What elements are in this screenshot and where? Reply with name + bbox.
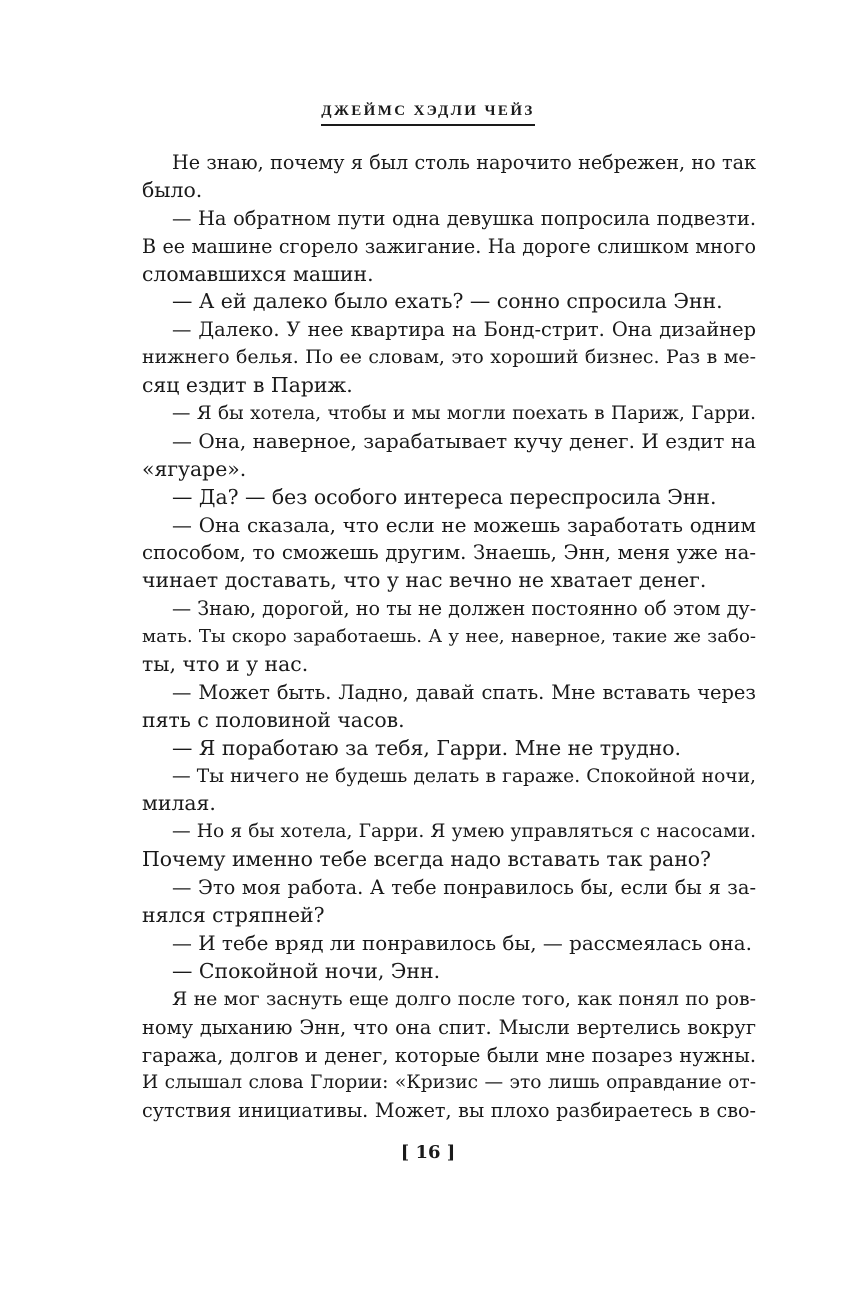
text-line: мать. Ты скоро заработаешь. А у нее, наверное, такие же забо- — [142, 626, 756, 648]
text-line: — Я поработаю за тебя, Гарри. Мне не трудно. — [172, 735, 682, 760]
book-author-title: ДЖЕЙМС ХЭДЛИ ЧЕЙЗ — [321, 103, 534, 126]
text-line: — Может быть. Ладно, давай спать. Мне вставать через — [172, 680, 756, 704]
body-text — [142, 149, 756, 1125]
text-line: Почему именно тебе всегда надо вставать так рано? — [142, 847, 711, 872]
text-line: пять с половиной часов. — [142, 707, 405, 732]
text-line: — Но я бы хотела, Гарри. Я умею управляться с насосами. — [172, 821, 756, 843]
text-line: нялся стряпней? — [142, 903, 325, 928]
text-line: — Спокойной ночи, Энн. — [172, 958, 441, 983]
text-line: — Знаю, дорогой, но ты не должен постоянно об этом ду- — [172, 597, 756, 621]
running-head — [0, 100, 856, 126]
text-line: было. — [142, 177, 203, 202]
text-line: — Она сказала, что если не можешь заработать одним — [172, 513, 756, 537]
text-line: Я не мог заснуть еще долго после того, как понял по ров- — [172, 987, 756, 1010]
text-line: — А ей далеко было ехать? — сонно спросила Энн. — [172, 289, 723, 314]
text-line: сяц ездит в Париж. — [142, 373, 353, 398]
text-line: милая. — [142, 791, 216, 816]
text-line: ты, что и у нас. — [142, 652, 309, 677]
text-line: В ее машине сгорело зажигание. На дороге слишком много — [142, 234, 756, 258]
text-line: способом, то сможешь другим. Знаешь, Энн, меня уже на- — [142, 541, 756, 565]
text-line: чинает доставать, что у нас вечно не хватает денег. — [142, 568, 707, 593]
text-line: ному дыханию Энн, что она спит. Мысли вертелись вокруг — [142, 1015, 756, 1039]
text-line: И слышал слова Глории: «Кризис — это лишь оправдание от- — [142, 1072, 756, 1094]
text-line: — Это моя работа. А тебе понравилось бы, если бы я за- — [172, 876, 756, 900]
text-line: — Я бы хотела, чтобы и мы могли поехать в Париж, Гарри. — [172, 403, 756, 425]
text-line: гаража, долгов и денег, которые были мне позарез нужны. — [142, 1043, 756, 1067]
text-line: нижнего белья. По ее словам, это хороший бизнес. Раз в ме- — [142, 346, 756, 369]
text-line: Не знаю, почему я был столь нарочито небрежен, но так — [172, 151, 756, 174]
text-line: — И тебе вряд ли понравилось бы, — рассмеялась она. — [172, 931, 752, 955]
text-line: «ягуаре». — [142, 456, 247, 481]
text-line: сломавшихся машин. — [142, 261, 374, 286]
text-line: сутствия инициативы. Может, вы плохо разбираетесь в сво- — [142, 1099, 756, 1123]
text-line: — На обратном пути одна девушка попросила подвезти. — [172, 206, 756, 230]
text-line: — Далеко. У нее квартира на Бонд-стрит. Она дизайнер — [172, 318, 756, 342]
page-number: [ 16 ] — [400, 1142, 456, 1163]
text-line: — Она, наверное, зарабатывает кучу денег. И ездит на — [172, 429, 756, 453]
text-line: — Да? — без особого интереса переспросила Энн. — [172, 484, 717, 509]
text-line: — Ты ничего не будешь делать в гараже. Спокойной ночи, — [172, 765, 756, 787]
